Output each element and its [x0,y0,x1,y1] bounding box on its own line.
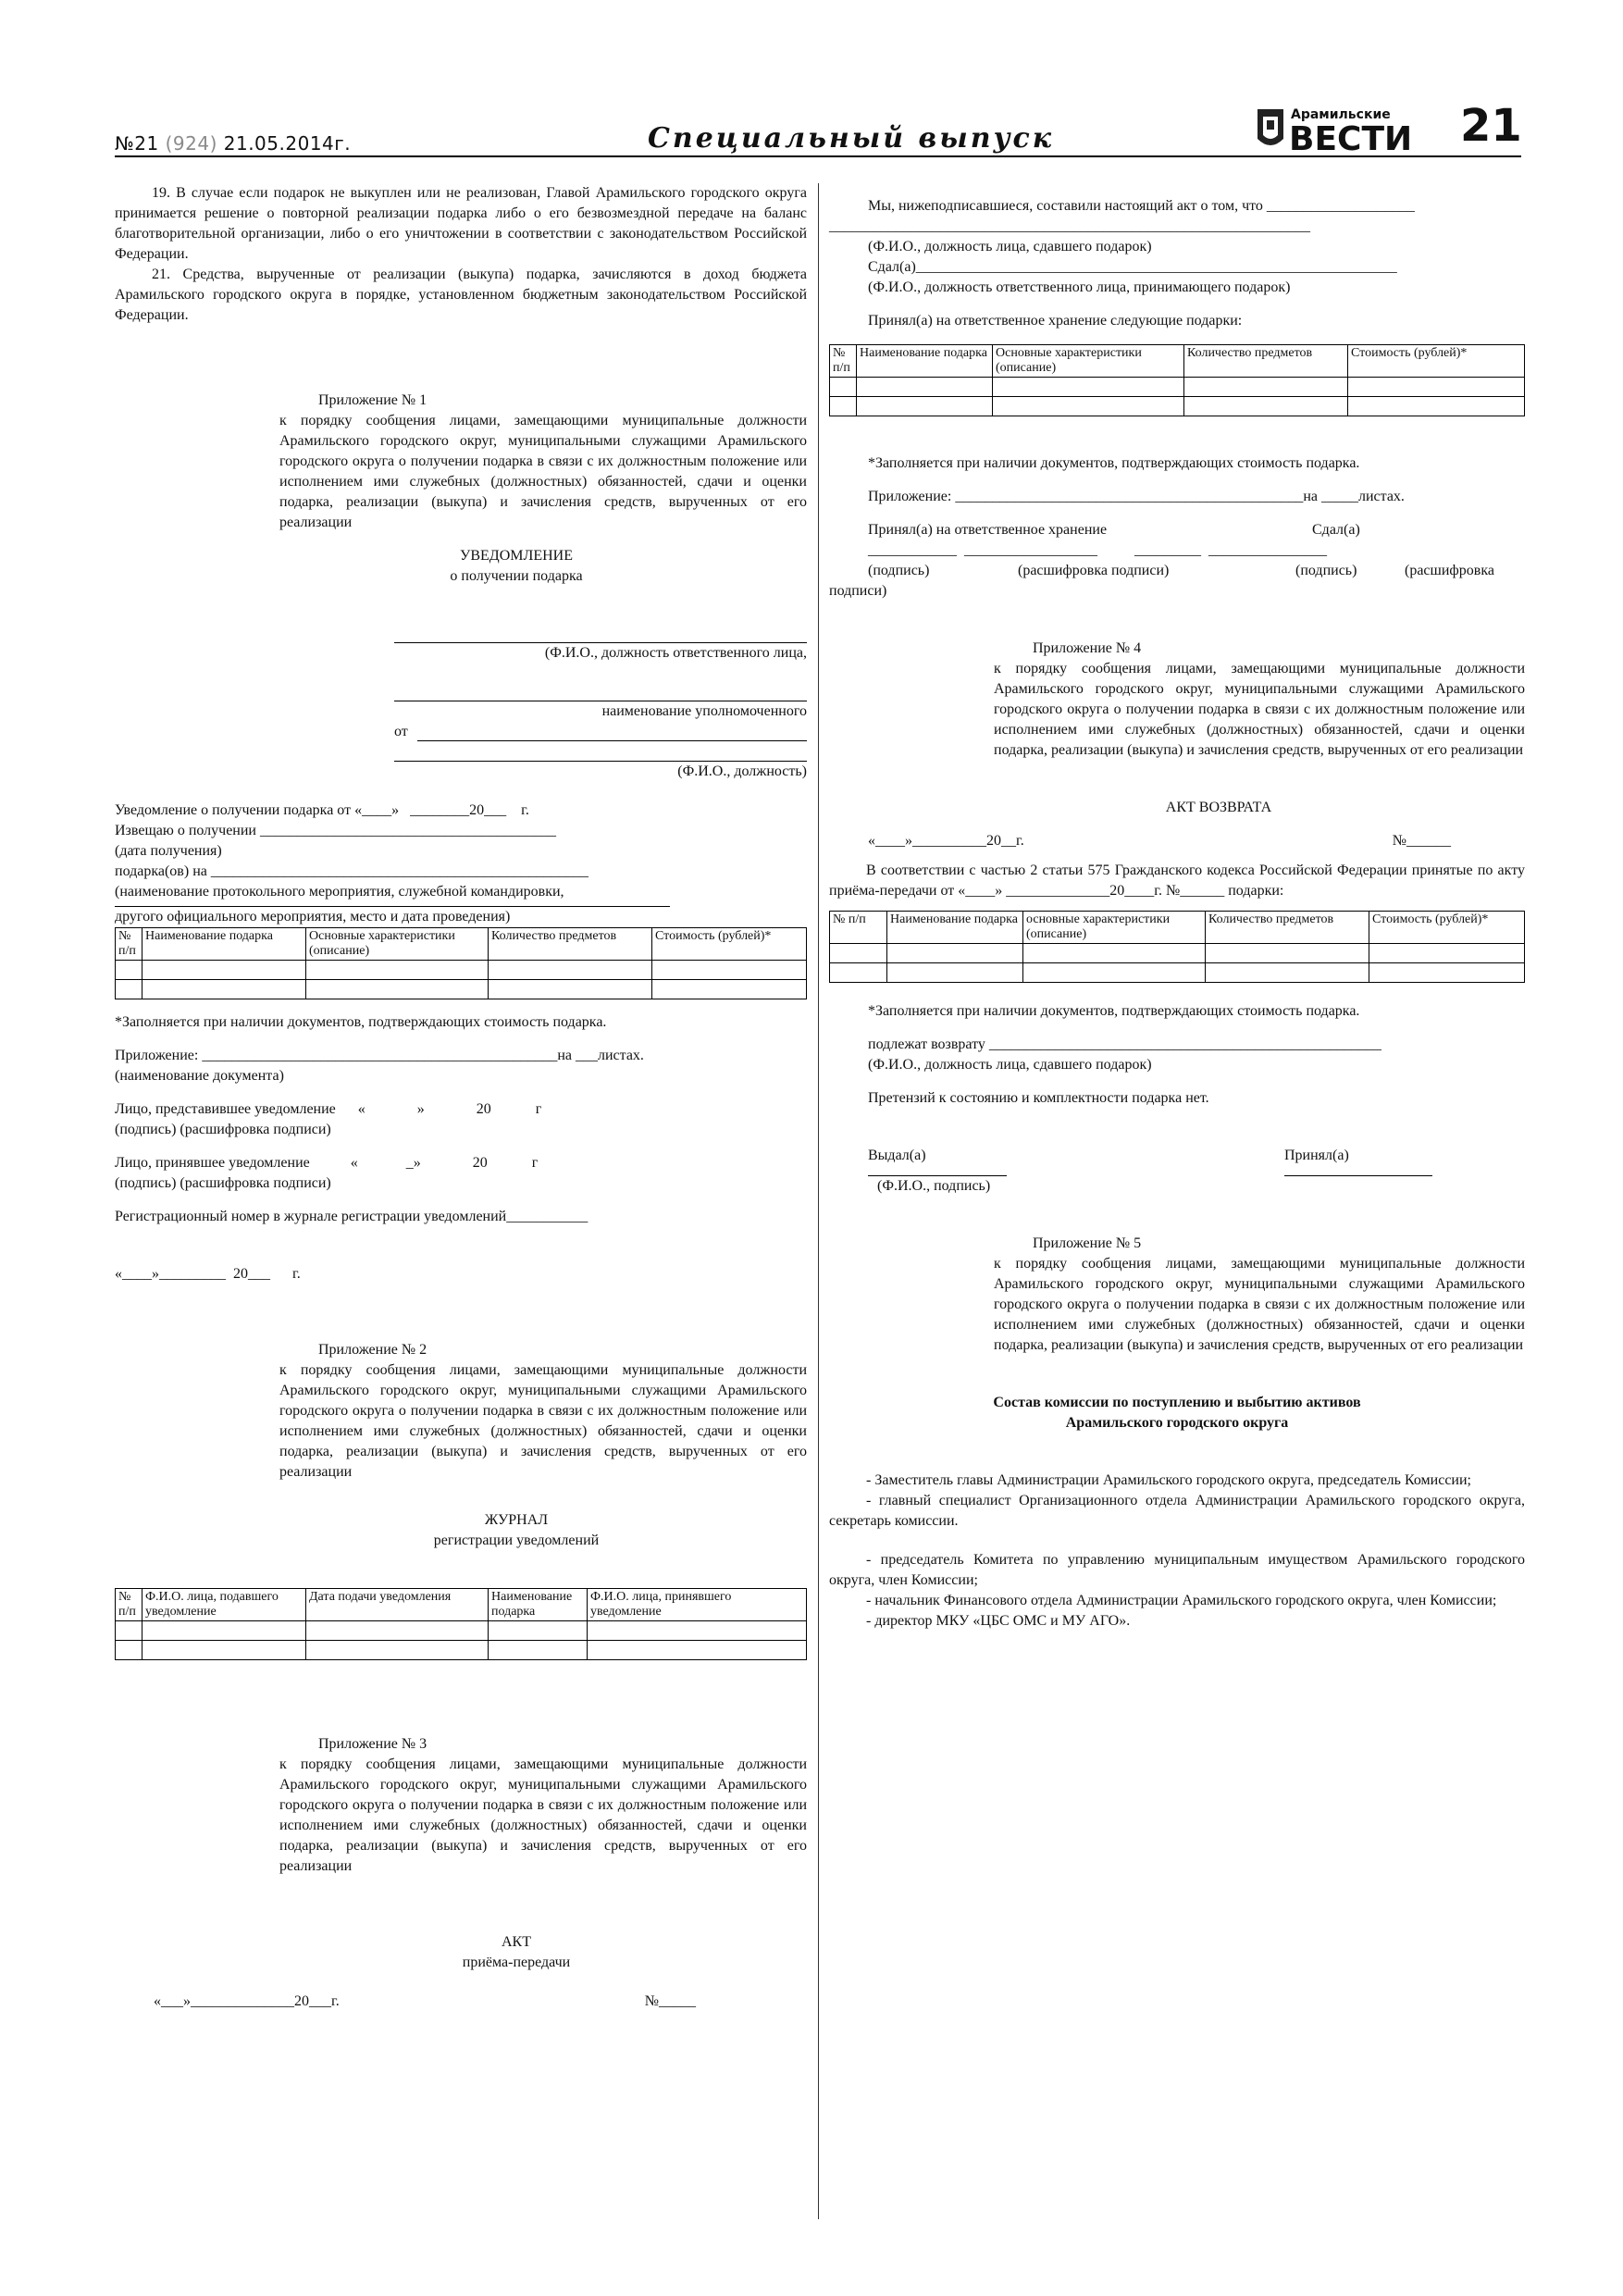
table-header-cell: Ф.И.О. лица, подавшего уведомление [142,1589,306,1621]
act-date: «___»______________20___г. [154,1993,340,2009]
return-act-number: №______ [1392,833,1451,849]
return-act-date-row [829,831,1525,851]
notice-line-4: подарка(ов) на ___________________________________________________ [115,863,588,879]
fill-line [868,1166,1007,1176]
table-header-row [116,928,807,961]
notice-gifts-table [115,927,807,999]
notice-accepted: Лицо, принявшее уведомление « _» 20 г [115,1155,539,1171]
table-header-cell: Основные характеристики (описание) [306,928,489,961]
sign-caption: (расшифровка [1405,563,1494,578]
right-column [829,183,1525,1632]
journal-subtitle: регистрации уведомлений [433,1533,600,1548]
act-attachment: Приложение: _______________________________________________на _____листах. [868,489,1405,504]
fill-line [394,682,807,701]
journal-table [115,1588,807,1660]
paragraph-21: 21. Средства, вырученные от реализации (выкупа) подарка, зачисляются в доход бюджета Арамильского городского округа в порядке, установленном бюджетным законодательством Российской Федерации. [115,267,807,323]
page-number: 21 [1460,100,1522,152]
table-row [116,961,807,980]
table-header-cell: Наименование подарка [489,1589,588,1621]
table-header-cell: Стоимость (рублей)* [652,928,807,961]
table-header-cell: основные характеристики (описание) [1023,912,1206,944]
sign-caption: (подпись) [868,563,930,578]
notice-title: УВЕДОМЛЕНИЕ [460,548,573,564]
sign-caption: (расшифровка подписи) [1018,563,1170,578]
commission-member: - Заместитель главы Администрации Арамильского городского округа, председатель Комиссии; [866,1472,1471,1488]
table-header-cell: Основные характеристики (описание) [993,345,1184,378]
appendix-5-title: Приложение № 5 [1033,1235,1142,1251]
return-gifts-table [829,911,1525,983]
appendix-4-header [994,639,1525,761]
fill-line [394,624,807,643]
commission-title-2: Арамильского городского округа [1065,1415,1289,1431]
table-header-row [830,345,1525,378]
return-issued-label: Выдал(а) [868,1148,926,1163]
table-row [830,397,1525,416]
table-row [830,963,1525,983]
notice-attachment: Приложение: ________________________________________________на ___листах. [115,1048,644,1063]
table-header-row [830,912,1525,944]
act-accepted-label: Принял(а) на ответственное хранение [868,522,1108,538]
act-intro: Мы, нижеподписавшиеся, составили настоящий акт о том, что ____________________ [868,198,1415,214]
table-header-cell: № п/п [830,912,887,944]
table-row [116,1621,807,1641]
appendix-5-header [994,1234,1525,1356]
logo-small-text: Арамильские [1291,107,1391,122]
return-act-intro: В соответствии с частью 2 статьи 575 Гражданского кодекса Российской Федерации принятые по акту приёма-передачи от «____» ______________20____г. №______ подарки: [829,863,1525,899]
notice-fio-position: (Ф.И.О., должность) [677,763,807,779]
table-header-cell: Наименование подарка [887,912,1023,944]
return-act-title: АКТ ВОЗВРАТА [1165,800,1272,815]
commission-member: - главный специалист Организационного отдела Администрации Арамильского городского округа, секретарь комиссии. [829,1493,1525,1529]
table-header-cell: Наименование подарка [142,928,306,961]
table-row [830,378,1525,397]
return-no-claims: Претензий к состоянию и комплектности подарка нет. [868,1090,1209,1106]
notice-submitted: Лицо, представившее уведомление « » 20 г [115,1101,542,1117]
commission-title-1: Состав комиссии по поступлению и выбытию активов [993,1395,1361,1410]
fill-line [1284,1166,1432,1176]
commission-member: - начальник Финансового отдела Администрации Арамильского городского округа, член Комиссии; [866,1593,1497,1608]
act-handed: Сдал(а)_________________________________________________________________ [868,259,1397,275]
column-divider [818,183,819,2219]
return-line: подлежат возврату _____________________________________________________ [868,1036,1381,1052]
left-column [115,183,807,2012]
notice-date-line: «____»_________ 20___ г. [115,1266,301,1282]
act-signatures-row [868,520,1525,540]
notice-from-row [394,722,807,742]
issue-total: (924) [165,132,217,155]
notice-sign-2: (подпись) (расшифровка подписи) [115,1175,331,1191]
appendix-3-body: к порядку сообщения лицами, замещающими муниципальные должности Арамильского городского округ, муниципальными служащими Арамильского городского округа о получении подарка в связи с их должностным положение или исполнением ими служебных (должностных) обязанностей, сдачи и оценки подарка, реализации (выкупа) и зачисления средств, вырученных от его реализации [279,1756,807,1874]
journal-title: ЖУРНАЛ [484,1512,549,1528]
notice-footnote: *Заполняется при наличии документов, подтверждающих стоимость подарка. [115,1014,607,1030]
issue-info [115,132,351,155]
appendix-5-body: к порядку сообщения лицами, замещающими муниципальные должности Арамильского городского округ, муниципальными служащими Арамильского городского округа о получении подарка в связи с их должностным положение или исполнением ими служебных (должностных) обязанностей, сдачи и оценки подарка, реализации (выкупа) и зачисления средств, вырученных от его реализации [994,1256,1525,1353]
commission-member: - председатель Комитета по управлению муниципальным имуществом Арамильского городского округа, член Комиссии; [829,1552,1525,1588]
act-date-row [115,1992,807,2012]
notice-from-label: от [394,724,408,739]
table-header-cell: Стоимость (рублей)* [1348,345,1525,378]
notice-authorized: наименование уполномоченного [601,703,807,719]
notice-line-5: (наименование протокольного мероприятия, служебной командировки, [115,884,564,900]
notice-sign-1: (подпись) (расшифровка подписи) [115,1122,331,1137]
notice-regnum: Регистрационный номер в журнале регистрации уведомлений___________ [115,1209,588,1224]
issue-number: №21 [115,132,159,155]
appendix-1-title: Приложение № 1 [318,392,427,408]
notice-line-3: (дата получения) [115,843,222,859]
act-subtitle: приёма-передачи [462,1955,571,1970]
issue-date: 21.05.2014г. [223,132,352,155]
act-footnote: *Заполняется при наличии документов, подтверждающих стоимость подарка. [868,455,1360,471]
table-header-cell: Наименование подарка [857,345,993,378]
table-header-row [116,1589,807,1621]
notice-subtitle: о получении подарка [450,568,583,584]
paragraph-19: 19. В случае если подарок не выкуплен или не реализован, Главой Арамильского городского округа принимается решение о повторной реализации подарка либо о его безвозмездной передаче на баланс благотворительной организации, либо о его уничтожении в соответствии с законодательством Российской Федерации. [115,185,807,262]
table-header-cell: Дата подачи уведомления [306,1589,489,1621]
fill-line [394,742,807,762]
act-accepted-storage: Принял(а) на ответственное хранение следующие подарки: [868,313,1243,329]
table-header-cell: Количество предметов [1206,912,1369,944]
table-header-cell: Ф.И.О. лица, принявшего уведомление [588,1589,807,1621]
notice-line-2: Извещаю о получении ________________________________________ [115,823,556,838]
act-fio-receiving: (Ф.И.О., должность ответственного лица, принимающего подарок) [868,279,1291,295]
table-header-cell: Количество предметов [489,928,652,961]
return-act-date: «____»__________20__г. [868,833,1024,849]
appendix-2-body: к порядку сообщения лицами, замещающими муниципальные должности Арамильского городского округ, муниципальными служащими Арамильского городского округа о получении подарка в связи с их должностным положение или исполнением ими служебных (должностных) обязанностей, сдачи и оценки подарка, реализации (выкупа) и зачисления средств, вырученных от его реализации [279,1362,807,1480]
coat-of-arms-icon [1256,104,1415,157]
act-blank-line: _________________________________________________________________ [829,218,1310,234]
appendix-3-header [279,1734,807,1877]
notice-fio-responsible: (Ф.И.О., должность ответственного лица, [544,645,807,661]
logo-big-text: ВЕСТИ [1289,120,1413,157]
act-fio-handed: (Ф.И.О., должность лица, сдавшего подарок) [868,239,1152,254]
notice-line-6: другого официального мероприятия, место и дата проведения) [115,909,511,925]
act-gifts-table [829,344,1525,416]
sign-caption: (подпись) [1295,563,1357,578]
notice-attachment-caption: (наименование документа) [115,1068,284,1084]
return-footnote: *Заполняется при наличии документов, подтверждающих стоимость подарка. [868,1003,1360,1019]
table-row [830,944,1525,963]
act-number: №_____ [644,1993,696,2009]
return-caption: (Ф.И.О., должность лица, сдавшего подарок) [868,1057,1152,1073]
act-sign-line: ____________ __________________ _________ ________________ [868,542,1327,558]
return-sign-lines [868,1166,1525,1176]
appendix-2-header [279,1340,807,1483]
commission-member: - директор МКУ «ЦБС ОМС и МУ АГО». [866,1613,1131,1629]
sign-caption-tail: подписи) [829,583,887,599]
return-signatures-row [868,1146,1525,1166]
table-row [116,980,807,999]
table-row [116,1641,807,1660]
return-received-label: Принял(а) [1284,1148,1349,1163]
act-handed-label: Сдал(а) [1312,522,1360,538]
appendix-4-title: Приложение № 4 [1033,640,1142,656]
act-sign-captions [868,561,1525,581]
newspaper-logo [1256,104,1415,157]
appendix-4-body: к порядку сообщения лицами, замещающими муниципальные должности Арамильского городского округ, муниципальными служащими Арамильского городского округа о получении подарка в связи с их должностным положение или исполнением ими служебных (должностных) обязанностей, сдачи и оценки подарка, реализации (выкупа) и зачисления средств, вырученных от его реализации [994,661,1525,758]
notice-line-1: Уведомление о получении подарка от «____» ________20___ г. [115,802,529,818]
fill-line [417,722,807,741]
return-fio-sign: (Ф.И.О., подпись) [877,1178,991,1194]
act-title: АКТ [502,1934,531,1950]
appendix-3-title: Приложение № 3 [318,1736,427,1752]
table-header-cell: № п/п [116,928,142,961]
table-header-cell: № п/п [830,345,857,378]
appendix-2-title: Приложение № 2 [318,1342,427,1358]
special-issue-title: Специальный выпуск [648,122,1055,155]
table-header-cell: Количество предметов [1184,345,1348,378]
appendix-1-body: к порядку сообщения лицами, замещающими муниципальные должности Арамильского городского округ, муниципальными служащими Арамильского городского округа о получении подарка в связи с их должностным положение или исполнением ими служебных (должностных) обязанностей, сдачи и оценки подарка, реализации (выкупа) и зачисления средств, вырученных от его реализации [279,413,807,530]
table-header-cell: № п/п [116,1589,142,1621]
appendix-1-header [279,391,807,533]
table-header-cell: Стоимость (рублей)* [1369,912,1525,944]
